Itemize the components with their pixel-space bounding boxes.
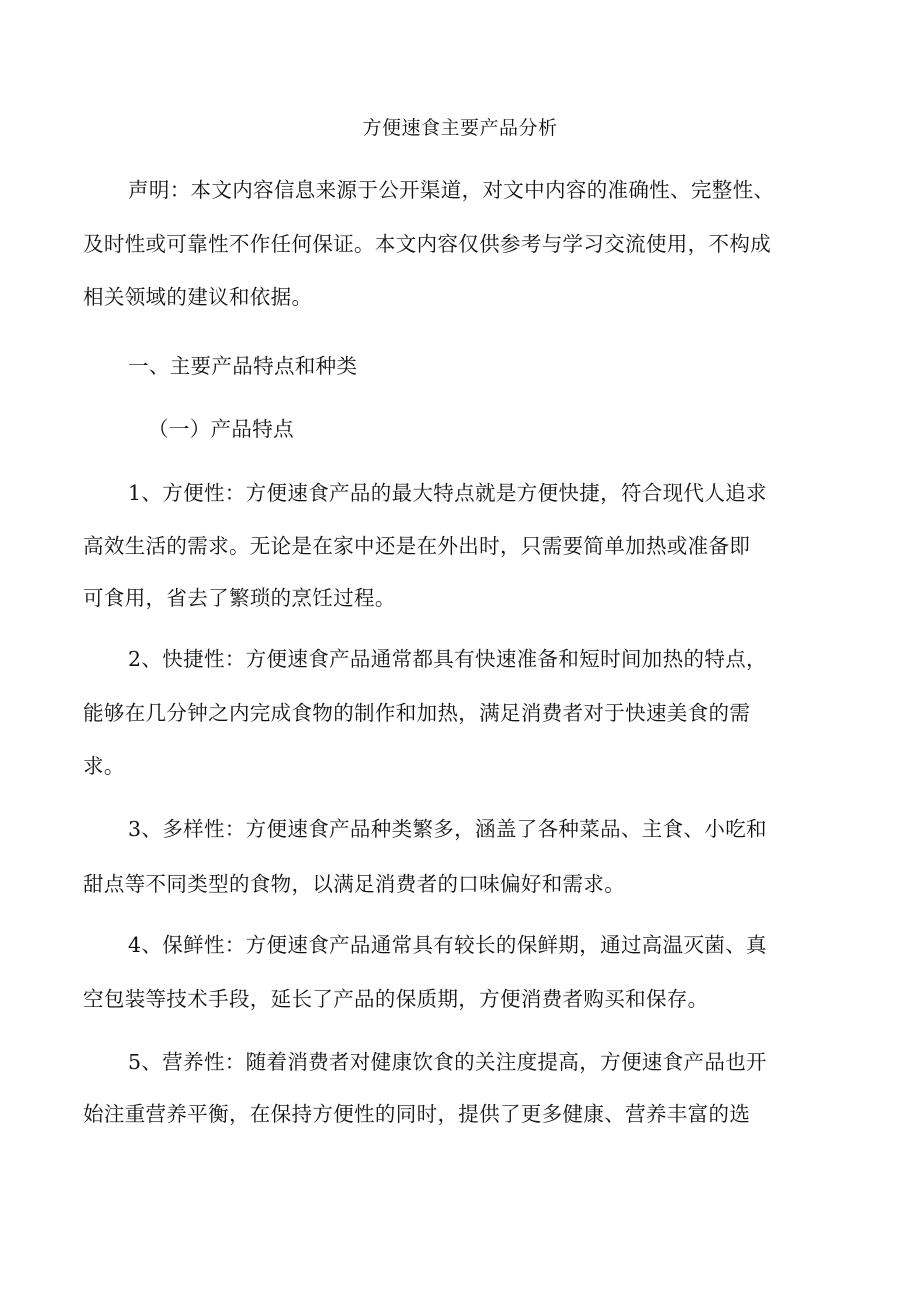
paragraph-line: 5、营养性：随着消费者对健康饮食的关注度提高，方便速食产品也开 xyxy=(128,1050,767,1074)
subsection-heading: （一）产品特点 xyxy=(148,417,294,441)
disclaimer-line: 及时性或可靠性不作任何保证。本文内容仅供参考与学习交流使用，不构成 xyxy=(83,232,772,256)
paragraph-line: 1、方便性：方便速食产品的最大特点就是方便快捷，符合现代人追求 xyxy=(128,481,767,505)
paragraph-line: 求。 xyxy=(83,754,125,778)
paragraph-line: 始注重营养平衡，在保持方便性的同时，提供了更多健康、营养丰富的选 xyxy=(83,1102,751,1126)
disclaimer-line: 声明：本文内容信息来源于公开渠道，对文中内容的准确性、完整性、 xyxy=(128,178,775,202)
paragraph-line: 3、多样性：方便速食产品种类繁多，涵盖了各种菜品、主食、小吃和 xyxy=(128,817,767,841)
section-heading: 一、主要产品特点和种类 xyxy=(128,354,358,378)
paragraph-line: 可食用，省去了繁琐的烹饪过程。 xyxy=(83,586,396,610)
paragraph-line: 4、保鲜性：方便速食产品通常具有较长的保鲜期，通过高温灭菌、真 xyxy=(128,933,767,957)
paragraph-line: 2、快捷性：方便速食产品通常都具有快速准备和短时间加热的特点， xyxy=(128,647,767,671)
disclaimer-line: 相关领域的建议和依据。 xyxy=(83,285,313,309)
paragraph-line: 甜点等不同类型的食物，以满足消费者的口味偏好和需求。 xyxy=(83,872,626,896)
paragraph-line: 空包装等技术手段，延长了产品的保质期，方便消费者购买和保存。 xyxy=(83,987,709,1011)
paragraph-line: 高效生活的需求。无论是在家中还是在外出时，只需要简单加热或准备即 xyxy=(83,534,751,558)
paragraph-line: 能够在几分钟之内完成食物的制作和加热，满足消费者对于快速美食的需 xyxy=(83,701,751,725)
document-title: 方便速食主要产品分析 xyxy=(362,117,558,139)
